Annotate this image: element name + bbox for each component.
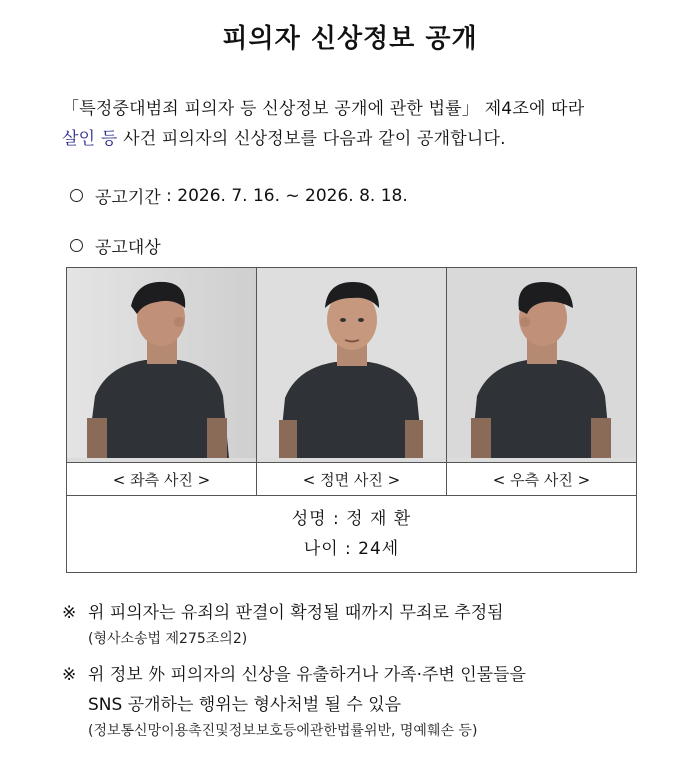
intro-paragraph — [62, 94, 662, 154]
note-2-text-line-1: 위 정보 外 피의자의 신상을 유출하거나 가족·주변 인물들을 — [88, 665, 526, 685]
suspect-left-profile-photo — [67, 268, 256, 458]
note-2-text-line-2: SNS 공개하는 행위는 형사처벌 될 수 있음 — [88, 695, 402, 715]
page-title: 피의자 신상정보 공개 — [222, 24, 478, 54]
caption-left: < 좌측 사진 > — [67, 463, 257, 496]
circle-bullet-icon — [70, 239, 83, 252]
suspect-front-photo — [257, 268, 446, 458]
name-label: 성명 — [291, 509, 327, 529]
circle-bullet-icon — [70, 189, 83, 202]
caption-right: < 우측 사진 > — [447, 463, 637, 496]
note-2-reference: (정보통신망이용촉진및정보보호등에관한법률위반, 명예훼손 등) — [88, 723, 478, 739]
intro-highlight: 살인 등 — [62, 129, 118, 149]
note-1 — [62, 598, 682, 650]
note-mark: ※ — [62, 665, 77, 685]
photo-right — [447, 268, 637, 463]
suspect-name: 정 재 환 — [346, 509, 412, 529]
note-2 — [62, 660, 682, 742]
period-label: 공고기간 — [95, 188, 161, 208]
intro-line-1: 「특정중대범죄 피의자 등 신상정보 공개에 관한 법률」 제4조에 따라 — [62, 99, 585, 119]
suspect-right-profile-photo — [447, 268, 636, 458]
suspect-table — [66, 267, 637, 573]
suspect-name-row: 성명 : 정 재 환 — [291, 509, 412, 529]
note-1-reference: (형사소송법 제275조의2) — [88, 631, 248, 647]
photo-front — [257, 268, 447, 463]
note-1-text: 위 피의자는 유죄의 판결이 확정될 때까지 무죄로 추정됨 — [88, 603, 504, 623]
photo-left — [67, 268, 257, 463]
suspect-info — [67, 496, 637, 573]
suspect-age: 24세 — [358, 539, 400, 559]
intro-line-2 — [62, 124, 662, 154]
notice-period — [70, 183, 408, 208]
intro-line-2-rest: 사건 피의자의 신상정보를 다음과 같이 공개합니다. — [117, 129, 506, 149]
note-mark: ※ — [62, 603, 77, 623]
notice-target — [70, 233, 161, 258]
caption-front: < 정면 사진 > — [257, 463, 447, 496]
period-value: 2026. 7. 16. ~ 2026. 8. 18. — [177, 185, 408, 206]
target-label: 공고대상 — [95, 238, 161, 258]
suspect-age-row: 나이 : 24세 — [303, 539, 400, 559]
age-label: 나이 — [303, 539, 339, 559]
period-separator: : — [160, 185, 178, 206]
